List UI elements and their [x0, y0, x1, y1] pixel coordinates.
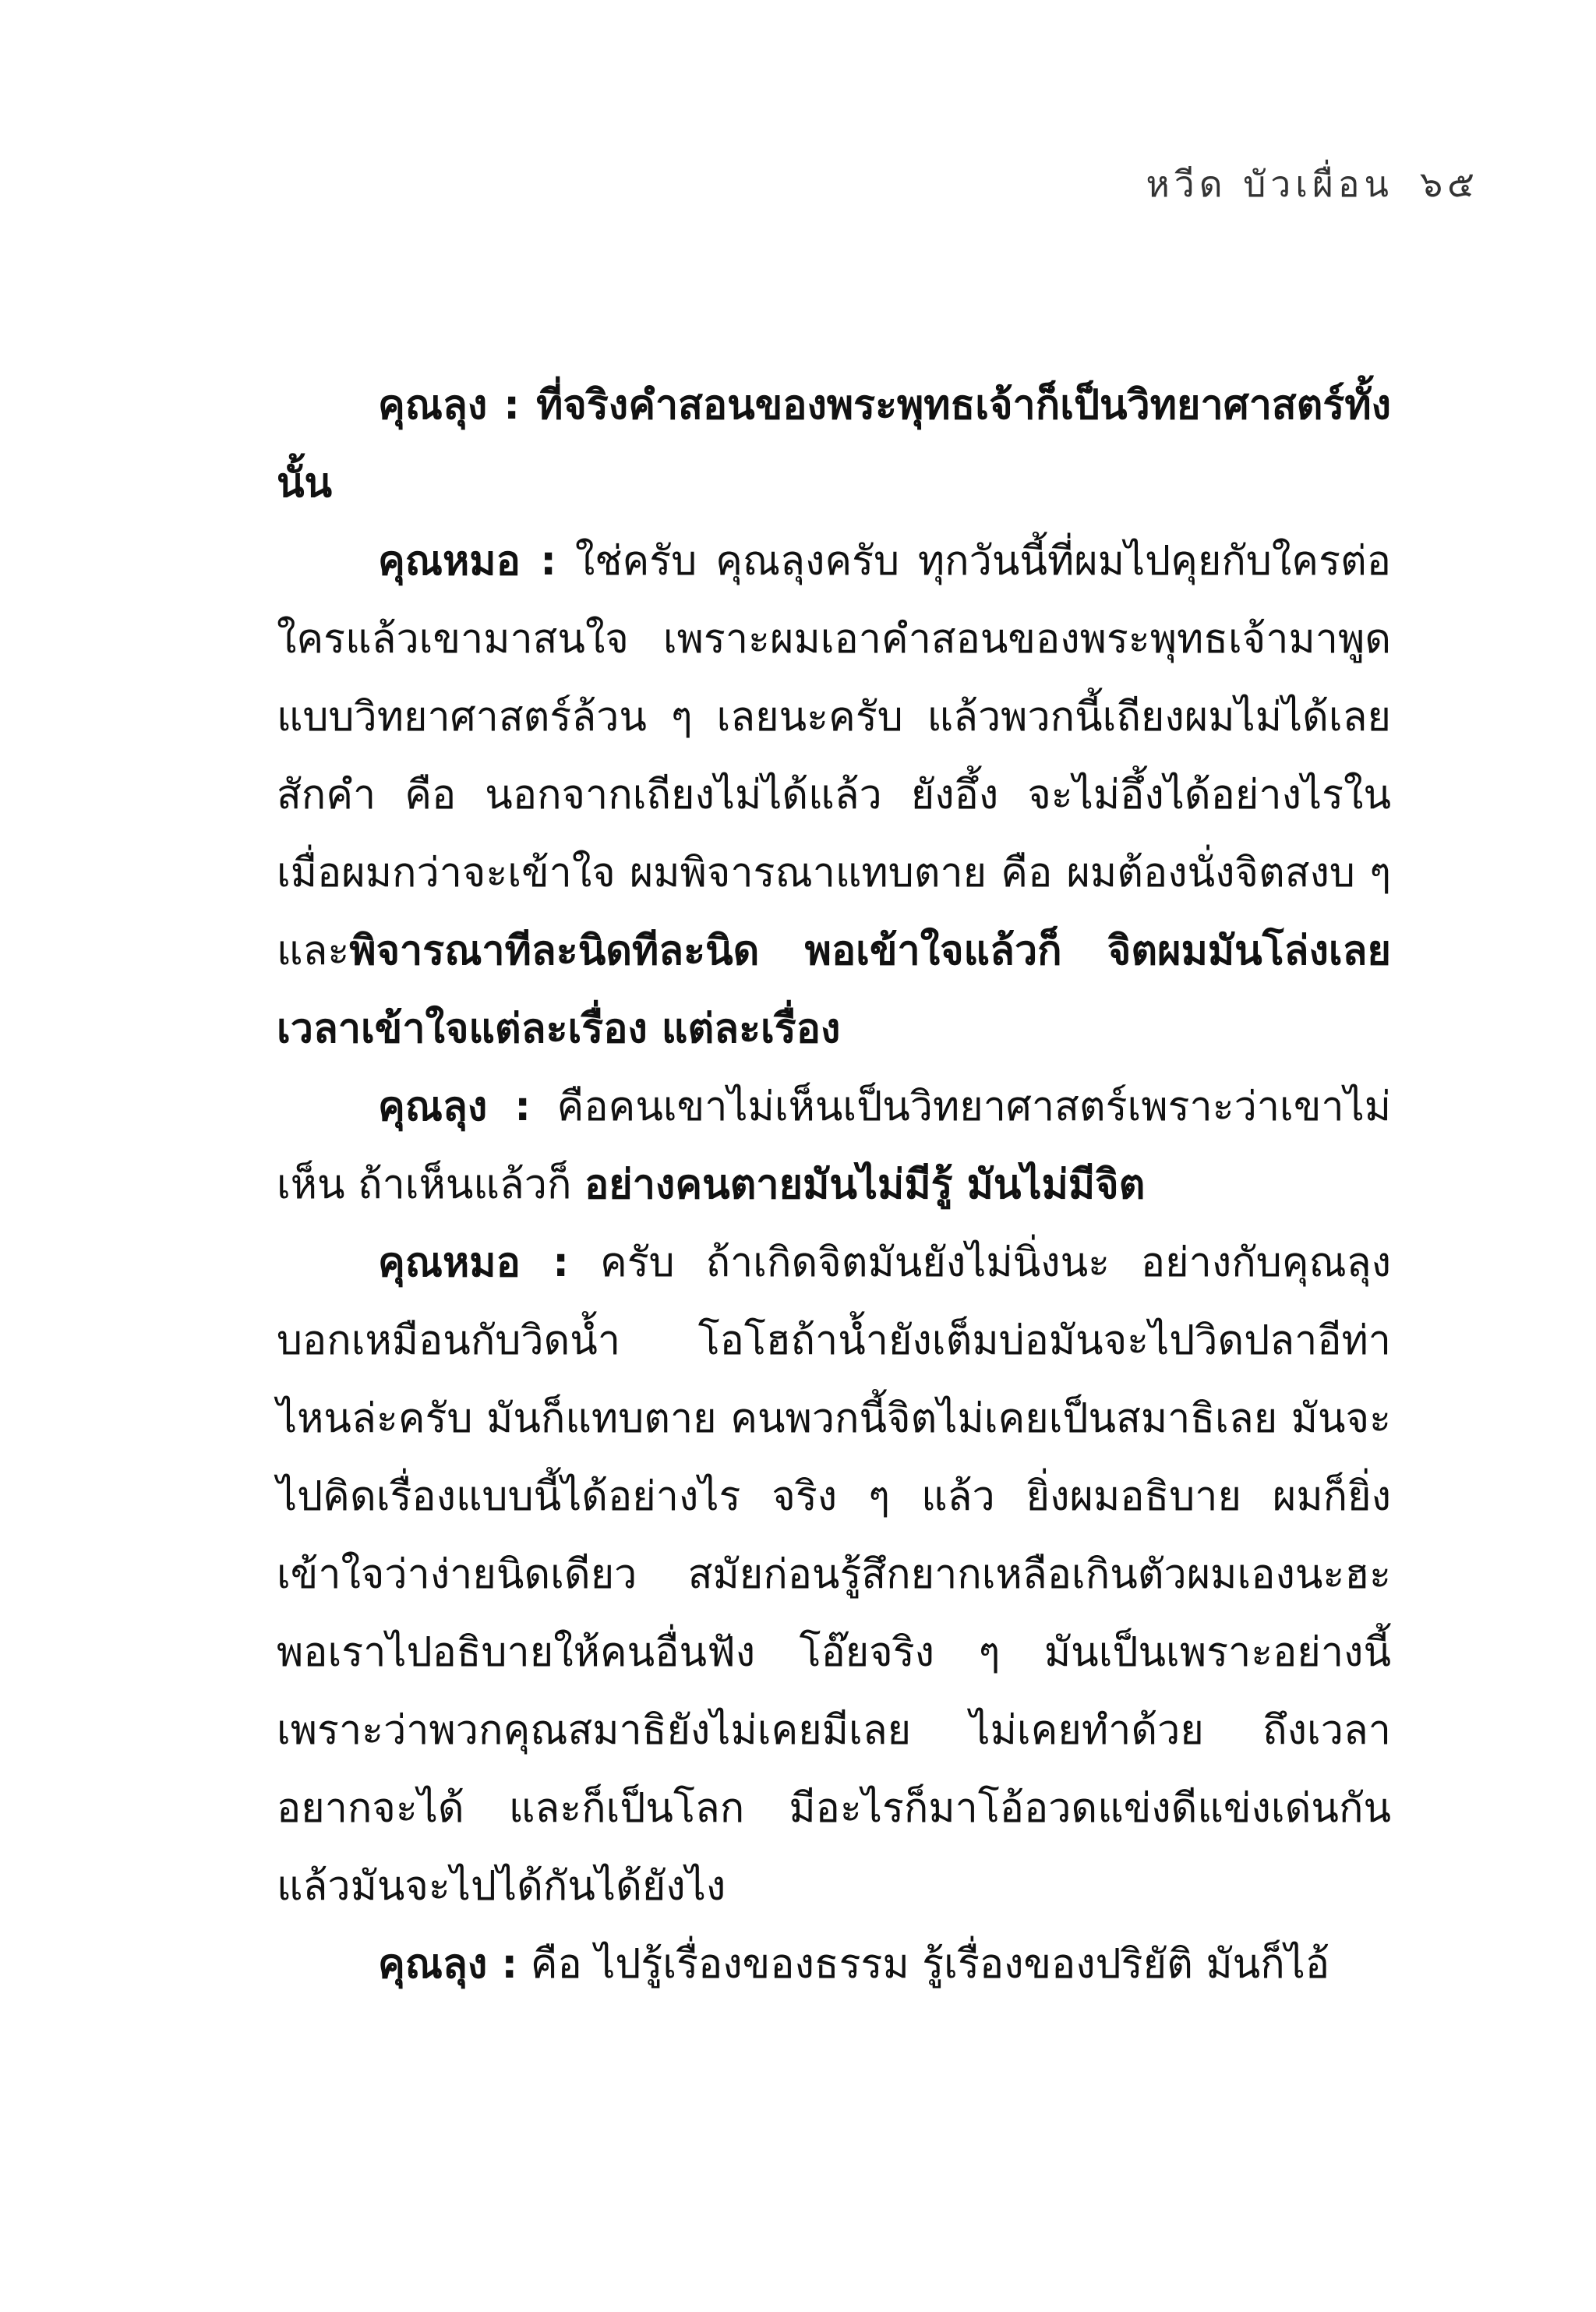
- dialogue-paragraph: [277, 522, 1391, 1068]
- speaker-label: คุณลุง :: [378, 382, 521, 429]
- book-author: หวีด บัวเผื่อน: [1146, 163, 1393, 205]
- dialogue-paragraph: [277, 1925, 1391, 2003]
- dialogue-paragraph: [277, 1068, 1391, 1224]
- dialogue-text: ที่จริงคำสอนของพระพุทธเจ้าก็เป็นวิทยาศาสตร์ทั้งนั้น: [277, 382, 1392, 507]
- running-header: [1146, 156, 1479, 213]
- speaker-label: คุณลุง :: [378, 1941, 518, 1988]
- page-body: [277, 366, 1391, 2003]
- dialogue-text: คือ ไปรู้เรื่องของธรรม รู้เรื่องของปริยัติ มันก็ไอ้: [517, 1941, 1330, 1988]
- dialogue-paragraph: [277, 366, 1391, 522]
- dialogue-paragraph: [277, 1224, 1391, 1925]
- dialogue-text: ครับ ถ้าเกิดจิตมันยังไม่นิ่งนะ อย่างกับคุณลุงบอกเหมือนกับวิดน้ำ โอโฮถ้าน้ำยังเต็มบ่อมันจะไปวิดปลาอีท่าไหนล่ะครับ มันก็แทบตาย คนพวกนี้จิตไม่เคยเป็นสมาธิเลย มันจะไปคิดเรื่องแบบนี้ได้อย่างไร จริง ๆ แล้ว ยิ่งผมอธิบาย ผมก็ยิ่งเข้าใจว่าง่ายนิดเดียว สมัยก่อนรู้สึกยากเหลือเกินตัวผมเองนะฮะ พอเราไปอธิบายให้คนอื่นฟัง โอ๊ยจริง ๆ มันเป็นเพราะอย่างนี้ เพราะว่าพวกคุณสมาธิยังไม่เคยมีเลย ไม่เคยทำด้วย ถึงเวลาอยากจะได้ และก็เป็นโลก มีอะไรก็มาโอ้อวดแข่งดีแข่งเด่นกันแล้วมันจะไปได้กันได้ยังไง: [277, 1239, 1391, 1910]
- speaker-label: คุณหมอ :: [378, 1239, 570, 1286]
- page-number: ๖๕: [1419, 163, 1479, 205]
- dialogue-text-bold: อย่างคนตายมันไม่มีรู้ มันไม่มีจิต: [584, 1161, 1146, 1208]
- speaker-label: คุณลุง :: [378, 1084, 531, 1130]
- dialogue-text: คือคนเขาไม่เห็นเป็นวิทยาศาสตร์เพราะว่าเขาไม่เห็น ถ้าเห็นแล้วก็: [277, 1084, 1391, 1208]
- speaker-label: คุณหมอ :: [378, 538, 557, 585]
- dialogue-text: ใช่ครับ คุณลุงครับ ทุกวันนี้ที่ผมไปคุยกับใครต่อใครแล้วเขามาสนใจ เพราะผมเอาคำสอนของพระพุทธเจ้ามาพูดแบบวิทยาศาสตร์ล้วน ๆ เลยนะครับ แล้วพวกนี้เถียงผมไม่ได้เลยสักคำ คือ นอกจากเถียงไม่ได้แล้ว ยังอึ้ง จะไม่อึ้งได้อย่างไรในเมื่อผมกว่าจะเข้าใจ ผมพิจารณาแทบตาย คือ ผมต้องนั่งจิตสงบ ๆ และ: [277, 538, 1391, 974]
- dialogue-text-bold: พิจารณาทีละนิดทีละนิด พอเข้าใจแล้วก็ จิตผมมันโล่งเลยเวลาเข้าใจแต่ละเรื่อง แต่ละเรื่อง: [277, 928, 1391, 1052]
